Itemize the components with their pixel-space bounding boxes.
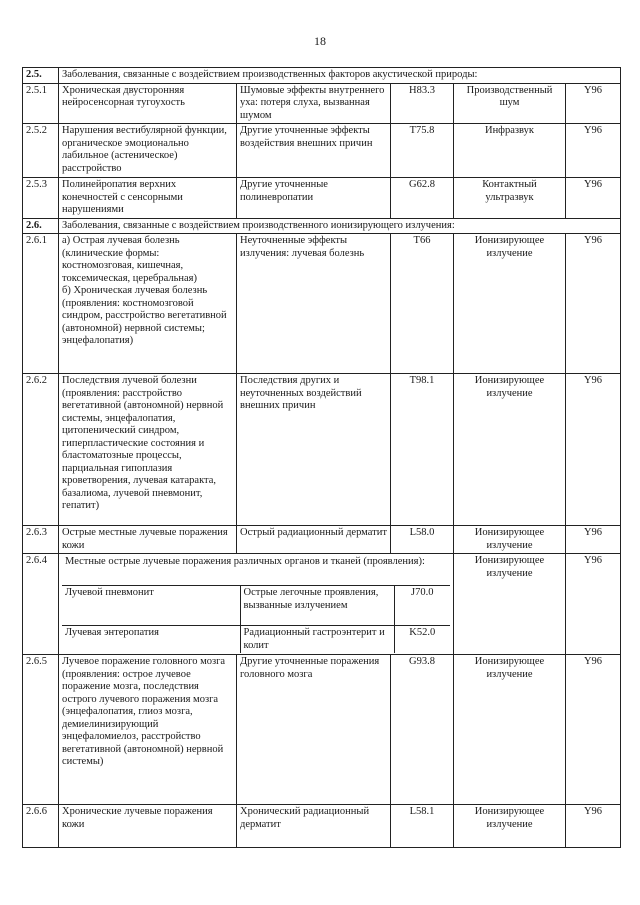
factor-cell: Производственный шум bbox=[454, 83, 566, 124]
code-cell: H83.3 bbox=[391, 83, 454, 124]
nested-header-row bbox=[62, 555, 450, 586]
table-row bbox=[23, 374, 621, 526]
external-cause-cell: Y96 bbox=[566, 374, 621, 526]
row-number: 2.6.4 bbox=[23, 554, 59, 655]
outcome-cell: Другие уточненные поражения головного мозга bbox=[237, 655, 391, 805]
outcome-cell: Острые легочные проявления, вызванные излучением bbox=[240, 586, 394, 626]
outcome-cell: Острый радиационный дерматит bbox=[237, 526, 391, 554]
row-number: 2.5.1 bbox=[23, 83, 59, 124]
disease-cell: Лучевое поражение головного мозга (проявления: острое лучевое поражение мозга, последствия острого лучевого поражения мозга (энцефалопатия, глиоз мозга, демиелинизирующий энцефаломиелоз, расстройство вегетативной (автономной) нервной системы) bbox=[59, 655, 237, 805]
code-cell: T66 bbox=[391, 234, 454, 374]
external-cause-cell: Y96 bbox=[566, 805, 621, 848]
section-number: 2.5. bbox=[23, 68, 59, 84]
code-cell: G93.8 bbox=[391, 655, 454, 805]
table-row bbox=[23, 234, 621, 374]
row-number: 2.6.3 bbox=[23, 526, 59, 554]
table-row bbox=[23, 83, 621, 124]
factor-cell: Инфразвук bbox=[454, 124, 566, 178]
disease-cell: Полинейропатия верхних конечностей с сенсорными нарушениями bbox=[59, 178, 237, 219]
factor-cell: Ионизирующее излучение bbox=[454, 805, 566, 848]
external-cause-cell: Y96 bbox=[566, 178, 621, 219]
code-cell: T98.1 bbox=[391, 374, 454, 526]
table-row bbox=[23, 655, 621, 805]
disease-cell: Хронические лучевые поражения кожи bbox=[59, 805, 237, 848]
code-cell: J70.0 bbox=[394, 586, 450, 626]
section-title: Заболевания, связанные с воздействием производственного ионизирующего излучения: bbox=[59, 218, 621, 234]
external-cause-cell: Y96 bbox=[566, 124, 621, 178]
code-cell: T75.8 bbox=[391, 124, 454, 178]
disease-cell: Лучевая энтеропатия bbox=[62, 626, 240, 654]
row-number: 2.6.6 bbox=[23, 805, 59, 848]
table-row bbox=[23, 526, 621, 554]
disease-cell: Лучевой пневмонит bbox=[62, 586, 240, 626]
outcome-cell: Последствия других и неуточненных воздействий внешних причин bbox=[237, 374, 391, 526]
section-number: 2.6. bbox=[23, 218, 59, 234]
row-number: 2.6.2 bbox=[23, 374, 59, 526]
disease-cell: а) Острая лучевая болезнь (клинические формы: костномозговая, кишечная, токсемическая, церебральная) б) Хроническая лучевая болезнь (проявления: костномозговой синдром, расстройство вегетативной (автономной) нервной системы; энцефалопатия) bbox=[59, 234, 237, 374]
disease-cell: Острые местные лучевые поражения кожи bbox=[59, 526, 237, 554]
nested-table bbox=[62, 555, 450, 653]
external-cause-cell: Y96 bbox=[566, 554, 621, 655]
row-number: 2.6.5 bbox=[23, 655, 59, 805]
factor-cell: Ионизирующее излучение bbox=[454, 374, 566, 526]
row-number: 2.5.3 bbox=[23, 178, 59, 219]
disease-cell: Последствия лучевой болезни (проявления: расстройство вегетативной (автономной) нервной системы, энцефалопатия, цитопенический синдром, гиперпластические состояния и бластоматозные процессы, парциальная гипоплазия кроветворения, лучевая катаракта, базалиома, лучевой пневмонит, гепатит) bbox=[59, 374, 237, 526]
table-row bbox=[23, 124, 621, 178]
factor-cell: Ионизирующее излучение bbox=[454, 655, 566, 805]
outcome-cell: Другие уточненные полиневропатии bbox=[237, 178, 391, 219]
table-row bbox=[23, 178, 621, 219]
nested-cell bbox=[59, 554, 454, 655]
outcome-cell: Хронический радиационный дерматит bbox=[237, 805, 391, 848]
outcome-cell: Неуточненные эффекты излучения: лучевая болезнь bbox=[237, 234, 391, 374]
external-cause-cell: Y96 bbox=[566, 234, 621, 374]
code-cell: G62.8 bbox=[391, 178, 454, 219]
nested-row bbox=[62, 586, 450, 626]
factor-cell: Контактный ультразвук bbox=[454, 178, 566, 219]
section-row bbox=[23, 68, 621, 84]
table-row bbox=[23, 805, 621, 848]
factor-cell: Ионизирующее излучение bbox=[454, 526, 566, 554]
code-cell: L58.0 bbox=[391, 526, 454, 554]
disease-cell: Хроническая двусторонняя нейросенсорная тугоухость bbox=[59, 83, 237, 124]
factor-cell: Ионизирующее излучение bbox=[454, 554, 566, 655]
external-cause-cell: Y96 bbox=[566, 83, 621, 124]
page-number: 18 bbox=[314, 34, 326, 48]
code-cell: K52.0 bbox=[394, 626, 450, 654]
section-row bbox=[23, 218, 621, 234]
code-cell: L58.1 bbox=[391, 805, 454, 848]
outcome-cell: Шумовые эффекты внутреннего уха: потеря слуха, вызванная шумом bbox=[237, 83, 391, 124]
row-number: 2.6.1 bbox=[23, 234, 59, 374]
outcome-cell: Другие уточненные эффекты воздействия внешних причин bbox=[237, 124, 391, 178]
table-row bbox=[23, 554, 621, 655]
nested-header: Местные острые лучевые поражения различных органов и тканей (проявления): bbox=[65, 556, 425, 567]
outcome-cell: Радиационный гастроэнтерит и колит bbox=[240, 626, 394, 654]
nested-row bbox=[62, 626, 450, 654]
section-title: Заболевания, связанные с воздействием производственных факторов акустической природы: bbox=[59, 68, 621, 84]
row-number: 2.5.2 bbox=[23, 124, 59, 178]
disease-table bbox=[22, 67, 621, 848]
external-cause-cell: Y96 bbox=[566, 655, 621, 805]
disease-cell: Нарушения вестибулярной функции, органическое эмоционально лабильное (астеническое) расстройство bbox=[59, 124, 237, 178]
factor-cell: Ионизирующее излучение bbox=[454, 234, 566, 374]
external-cause-cell: Y96 bbox=[566, 526, 621, 554]
